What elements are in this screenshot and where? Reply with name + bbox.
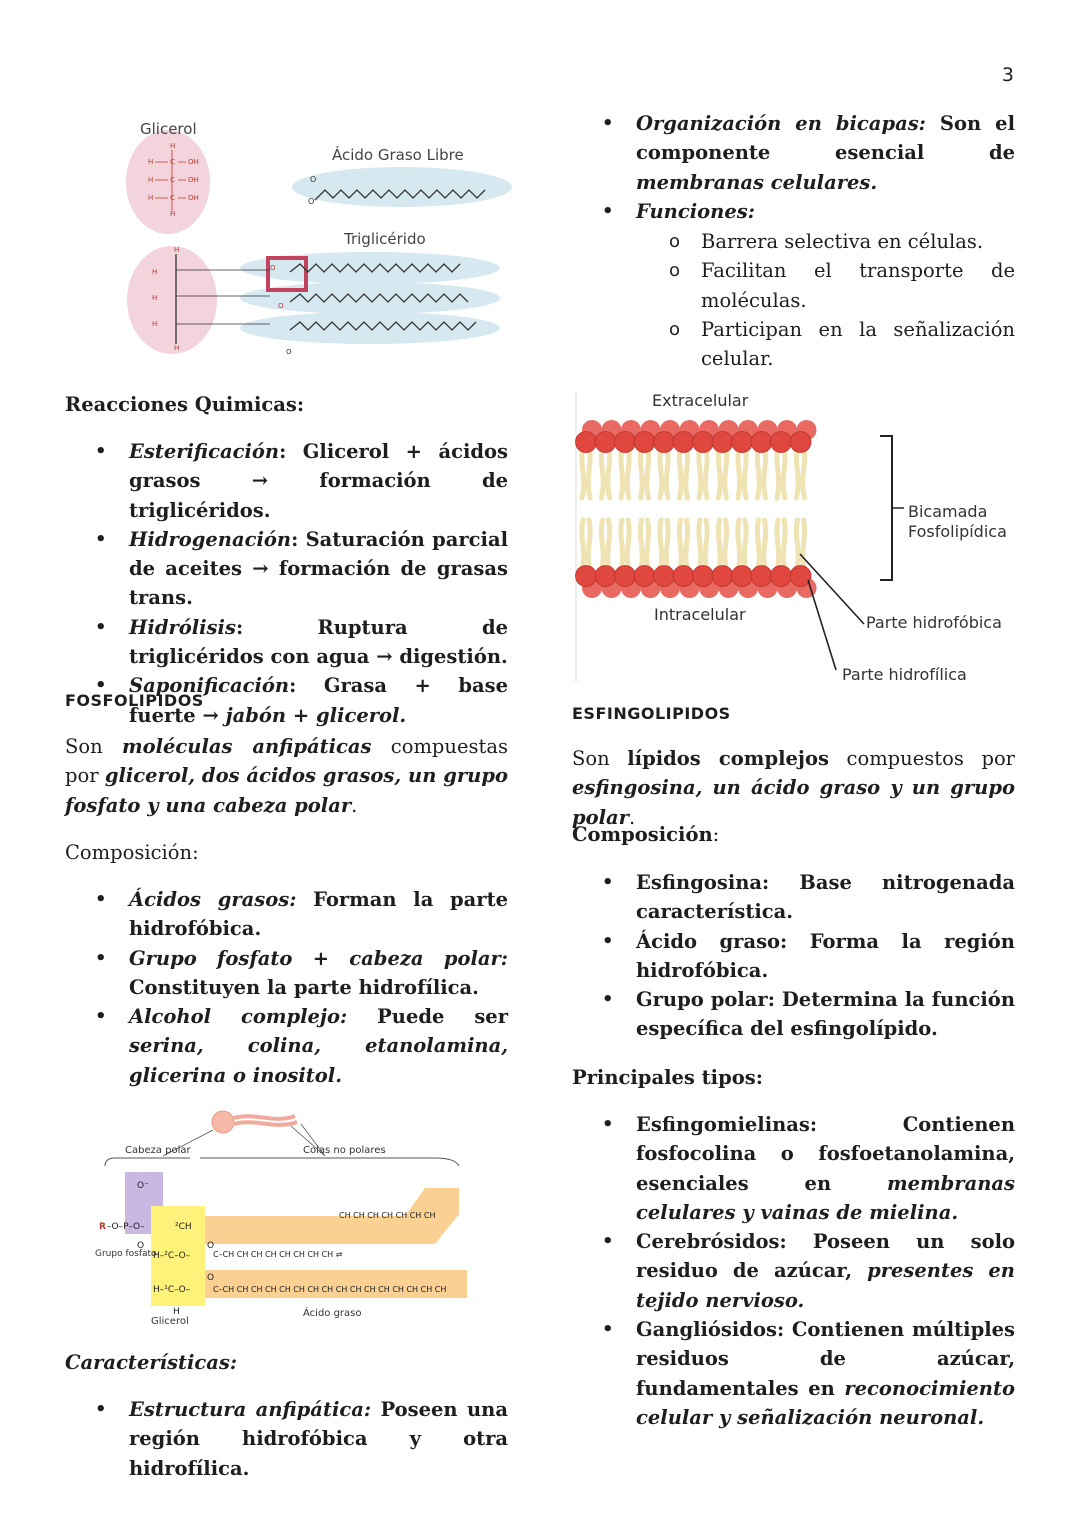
text: compuestas por: [65, 735, 508, 788]
lipid-head: [732, 432, 753, 453]
lipid-head: [634, 432, 655, 453]
atom: H: [148, 176, 154, 184]
term: Hidrólisis: [129, 615, 236, 639]
list-item: [65, 1002, 508, 1090]
lipid-tail: [621, 520, 623, 570]
lipid-tail: [666, 520, 668, 570]
tg-glycerol-halo: [127, 246, 217, 354]
lipid-head: [654, 566, 675, 587]
text: : Contienen múltiples residuos de azúcar, fundamentales en: [636, 1318, 1015, 1400]
term: Hidrogenación: [129, 527, 292, 551]
lipid-tail: [640, 520, 642, 570]
lipid-tail: [757, 446, 759, 498]
lipid-head: [771, 566, 792, 587]
lipid-tail: [647, 446, 649, 498]
emphasis: glicerol, dos ácidos grasos, un grupo fosfato y una cabeza polar: [65, 764, 508, 817]
lipid-tail: [608, 520, 610, 570]
lipid-tail: [764, 520, 766, 570]
list-item: [65, 885, 508, 944]
chain-text: C–CH CH CH CH CH CH CH CH CH CH CH CH CH CH CH CH: [213, 1285, 447, 1294]
sphingolipids-intro: [572, 744, 1015, 832]
bilayer-figure: [574, 384, 1016, 686]
lipid-tail: [666, 446, 668, 498]
lipid-tail: [803, 446, 805, 498]
emphasis: jabón + glicerol.: [225, 703, 407, 727]
lipid-tail: [705, 446, 707, 498]
atom: H: [148, 158, 154, 166]
term: Cerebrósidos: [636, 1230, 780, 1254]
lipid-tail: [627, 446, 629, 498]
text: : Glicerol + ácidos grasos → formación de triglicéridos.: [129, 440, 508, 522]
term: Grupo polar:: [636, 988, 775, 1012]
text: Constituyen la parte hidrofílica.: [129, 975, 479, 999]
lipid-tail: [796, 520, 798, 570]
emphasis: serina, colina, etanolamina, glicerina o inositol.: [129, 1034, 508, 1087]
text: : Grasa + base fuerte →: [129, 674, 508, 727]
text: Son: [65, 735, 122, 758]
lipid-head: [732, 566, 753, 587]
term: Funciones:: [636, 199, 755, 223]
lipid-tail: [744, 446, 746, 498]
term: Alcohol complejo:: [129, 1005, 348, 1029]
lipid-head: [673, 566, 694, 587]
atom: O: [278, 302, 284, 310]
list-item: [65, 437, 508, 525]
text: : Ruptura de triglicéridos con agua → digestión.: [129, 615, 508, 669]
lipid-head: [615, 566, 636, 587]
lipid-tail: [777, 446, 779, 498]
lipid-tail: [744, 520, 746, 570]
term: Organización en bicapas:: [636, 112, 926, 135]
term: Estructura anfipática:: [129, 1398, 372, 1421]
atom: H–²C–O–: [153, 1251, 191, 1261]
term: Esterificación: [129, 440, 280, 463]
atom: H: [152, 320, 158, 328]
polar-head-label: Cabeza polar: [125, 1145, 191, 1156]
atom: H: [152, 294, 158, 302]
lipid-head: [751, 566, 772, 587]
intracellular-label: Intracelular: [654, 605, 746, 624]
bilayer-label-1: Bicamada: [908, 502, 988, 521]
atom: H: [152, 268, 158, 276]
list-item: [65, 1395, 508, 1483]
atom: O: [207, 1273, 215, 1283]
atom: O⁻: [137, 1181, 149, 1191]
lipid-tail: [738, 520, 740, 570]
hydrophilic-label: Parte hidrofílica: [842, 665, 967, 684]
lipid-head: [654, 432, 675, 453]
list-item: [572, 1227, 1015, 1315]
lipid-tail: [705, 520, 707, 570]
lipid-head: [712, 566, 733, 587]
text: Contienen fosfocolina o fosfoetanolamina, esenciales en: [636, 1113, 1015, 1195]
emphasis: moléculas anfipáticas: [121, 735, 372, 758]
text: : Saturación parcial de aceites → formación de grasas trans.: [129, 527, 508, 610]
term: Esfingosina:: [636, 871, 770, 894]
lipid-tail: [777, 520, 779, 570]
atom: O: [270, 264, 276, 272]
lipid-head: [595, 432, 616, 453]
lipid-tail: [582, 446, 584, 498]
term: Ácidos grasos:: [129, 888, 297, 911]
list-item: [572, 1110, 1015, 1227]
lipid-tail: [647, 520, 649, 570]
lipid-head: [693, 566, 714, 587]
text: Base nitrogenada característica.: [636, 871, 1015, 924]
list-item: [65, 525, 508, 613]
triglyceride-figure: [120, 112, 520, 360]
lipid-head: [595, 566, 616, 587]
lipid-tail: [582, 520, 584, 570]
bilayer-list: [572, 109, 1015, 226]
atom: H: [174, 344, 180, 352]
lipid-tail: [738, 446, 740, 498]
list-item: [572, 868, 1015, 927]
chain-text: C–CH CH CH CH CH CH CH CH ⇌: [213, 1250, 343, 1259]
phosphate-group-label: Grupo fosfato: [95, 1249, 157, 1259]
emphasis: esfingosina, un ácido graso y un grupo polar: [572, 776, 1015, 829]
atom: H: [148, 194, 154, 202]
fatty-acid-label: Ácido Graso Libre: [332, 146, 464, 164]
text: compuestos por: [828, 747, 1015, 770]
lipid-tail: [588, 446, 590, 498]
emphasis: membranas celulares.: [636, 170, 878, 194]
lipid-tail: [718, 446, 720, 498]
emphasis: membranas celulares y vainas de mielina.: [636, 1171, 1015, 1224]
lipid-tail: [699, 520, 701, 570]
fatty-acid-label: Ácido graso: [303, 1308, 362, 1319]
reactions-title: Reacciones Quimicas:: [65, 393, 305, 416]
r-group: R: [99, 1222, 106, 1232]
lipid-tail: [757, 520, 759, 570]
list-item: [572, 1315, 1015, 1432]
text: Composición: [572, 823, 713, 846]
atom: ²CH: [175, 1222, 192, 1232]
list-item: [572, 109, 1015, 197]
characteristics-list: [65, 1395, 508, 1483]
functions-sublist: [572, 227, 1015, 373]
lipid-tail: [621, 446, 623, 498]
atom: H–¹C–O–: [153, 1285, 191, 1295]
glycerol-label: Glicerol: [140, 120, 197, 138]
lipid-tail: [686, 520, 688, 570]
bilayer-label-2: Fosfolipídica: [908, 522, 1007, 541]
phospholipids-intro: [65, 732, 508, 820]
reactions-list: [65, 437, 508, 730]
phospholipid-figure: [95, 1108, 475, 1334]
sphingolipid-types-title: Principales tipos:: [572, 1066, 763, 1089]
text: Forma la región hidrofóbica.: [636, 929, 1015, 982]
lipid-tail: [725, 520, 727, 570]
phospholipids-composition-list: [65, 885, 508, 1090]
sphingolipids-composition-title: [572, 820, 719, 849]
lipid-head: [790, 566, 811, 587]
lipid-head: [673, 432, 694, 453]
lipid-head: [634, 566, 655, 587]
phospholipid-mini-model: [212, 1111, 297, 1133]
sub-item: o Barrera selectiva en células.: [572, 227, 1015, 256]
lipid-tail: [679, 446, 681, 498]
bilayer-drawing: [576, 420, 817, 598]
lipid-tail: [686, 446, 688, 498]
list-item: [572, 197, 1015, 226]
lipid-head: [712, 432, 733, 453]
term: Grupo fosfato + cabeza polar:: [129, 946, 508, 970]
atom: O: [286, 348, 292, 356]
lipid-tail: [660, 446, 662, 498]
atom: OH: [188, 194, 199, 202]
atom: C: [170, 158, 175, 166]
triglyceride-label: Triglicérido: [344, 230, 426, 248]
atom: OH: [188, 176, 199, 184]
glycerol-label: Glicerol: [151, 1316, 189, 1327]
text: Son: [572, 747, 628, 770]
sub-item: o Facilitan el transporte de moléculas.: [572, 256, 1015, 315]
page-number: 3: [1001, 64, 1014, 86]
sub-item: o Participan en la señalización celular.: [572, 315, 1015, 374]
atom: C: [170, 176, 175, 184]
extracellular-label: Extracelular: [652, 391, 749, 410]
list-item: [65, 613, 508, 672]
sphingolipids-heading: ESFINGOLIPIDOS: [572, 704, 731, 723]
atom: O: [308, 197, 315, 206]
text: : Poseen un solo residuo de azúcar,: [636, 1230, 1015, 1283]
chain-text: CH CH CH CH CH CH CH: [339, 1211, 436, 1220]
lipid-head: [751, 432, 772, 453]
text: .: [351, 793, 358, 817]
lipid-head: [693, 432, 714, 453]
atom: H: [174, 246, 180, 254]
emphasis: presentes en tejido nervioso.: [636, 1259, 1015, 1312]
lipid-tail: [783, 520, 785, 570]
phosphate-bond: –O–P–O–: [107, 1222, 145, 1232]
phospholipids-composition-title: Composición:: [65, 841, 199, 864]
lipid-tail: [783, 446, 785, 498]
emphasis: lípidos complejos: [627, 747, 829, 770]
hydrophilic-pointer: [808, 580, 836, 670]
characteristics-title: Características:: [65, 1351, 238, 1374]
term: Saponificación: [129, 674, 290, 698]
atom: H: [170, 142, 176, 150]
lipid-tail: [803, 520, 805, 570]
atom: OH: [188, 158, 199, 166]
lipid-tail: [601, 446, 603, 498]
bilayer-bracket: [880, 436, 892, 580]
bracket-lines: [105, 1158, 459, 1166]
phospholipids-heading: FOSFOLIPIDOS: [65, 691, 204, 710]
atom: O: [310, 175, 317, 184]
sphingolipids-composition-list: [572, 868, 1015, 1044]
lipid-tail: [725, 446, 727, 498]
lipid-tail: [699, 446, 701, 498]
lipid-tail: [679, 520, 681, 570]
fatty-acid-halo: [292, 167, 512, 207]
lipid-head: [576, 566, 597, 587]
term: Gangliósidos: [636, 1318, 777, 1342]
text: :: [712, 823, 720, 846]
lipid-tail: [601, 520, 603, 570]
list-item: [572, 985, 1015, 1044]
text: Son el componente esencial de: [636, 112, 1015, 165]
emphasis: reconocimiento celular y señalización neuronal.: [636, 1376, 1015, 1429]
text: Puede ser: [347, 1005, 508, 1029]
list-item: [65, 944, 508, 1003]
lipid-tail: [660, 520, 662, 570]
text: Poseen una región hidrofóbica y otra hidrofílica.: [129, 1398, 508, 1480]
text: .: [628, 805, 636, 829]
atom: H: [173, 1307, 180, 1317]
lipid-head: [615, 432, 636, 453]
list-item: [572, 927, 1015, 986]
lipid-tail: [718, 520, 720, 570]
lipid-tail: [608, 446, 610, 498]
lipid-tail: [764, 446, 766, 498]
lipid-head: [771, 432, 792, 453]
text: Determina la función específica del esfingolípido.: [636, 988, 1015, 1041]
sphingolipid-types-list: [572, 1110, 1015, 1432]
term: Esfingomielinas:: [636, 1113, 818, 1136]
term: Ácido graso:: [636, 929, 788, 953]
atom: C: [170, 194, 175, 202]
text: Forman la parte hidrofóbica.: [129, 888, 508, 941]
lipid-tail: [640, 446, 642, 498]
lipid-head: [790, 432, 811, 453]
lipid-tail: [627, 520, 629, 570]
atom: O: [137, 1241, 145, 1251]
lipid-tail: [796, 446, 798, 498]
nonpolar-tails-label: Colas no polares: [303, 1145, 386, 1156]
atom: H: [170, 210, 176, 218]
hydrophobic-label: Parte hidrofóbica: [866, 613, 1002, 632]
lipid-tail: [588, 520, 590, 570]
atom: O: [207, 1241, 215, 1251]
lipid-head: [576, 432, 597, 453]
